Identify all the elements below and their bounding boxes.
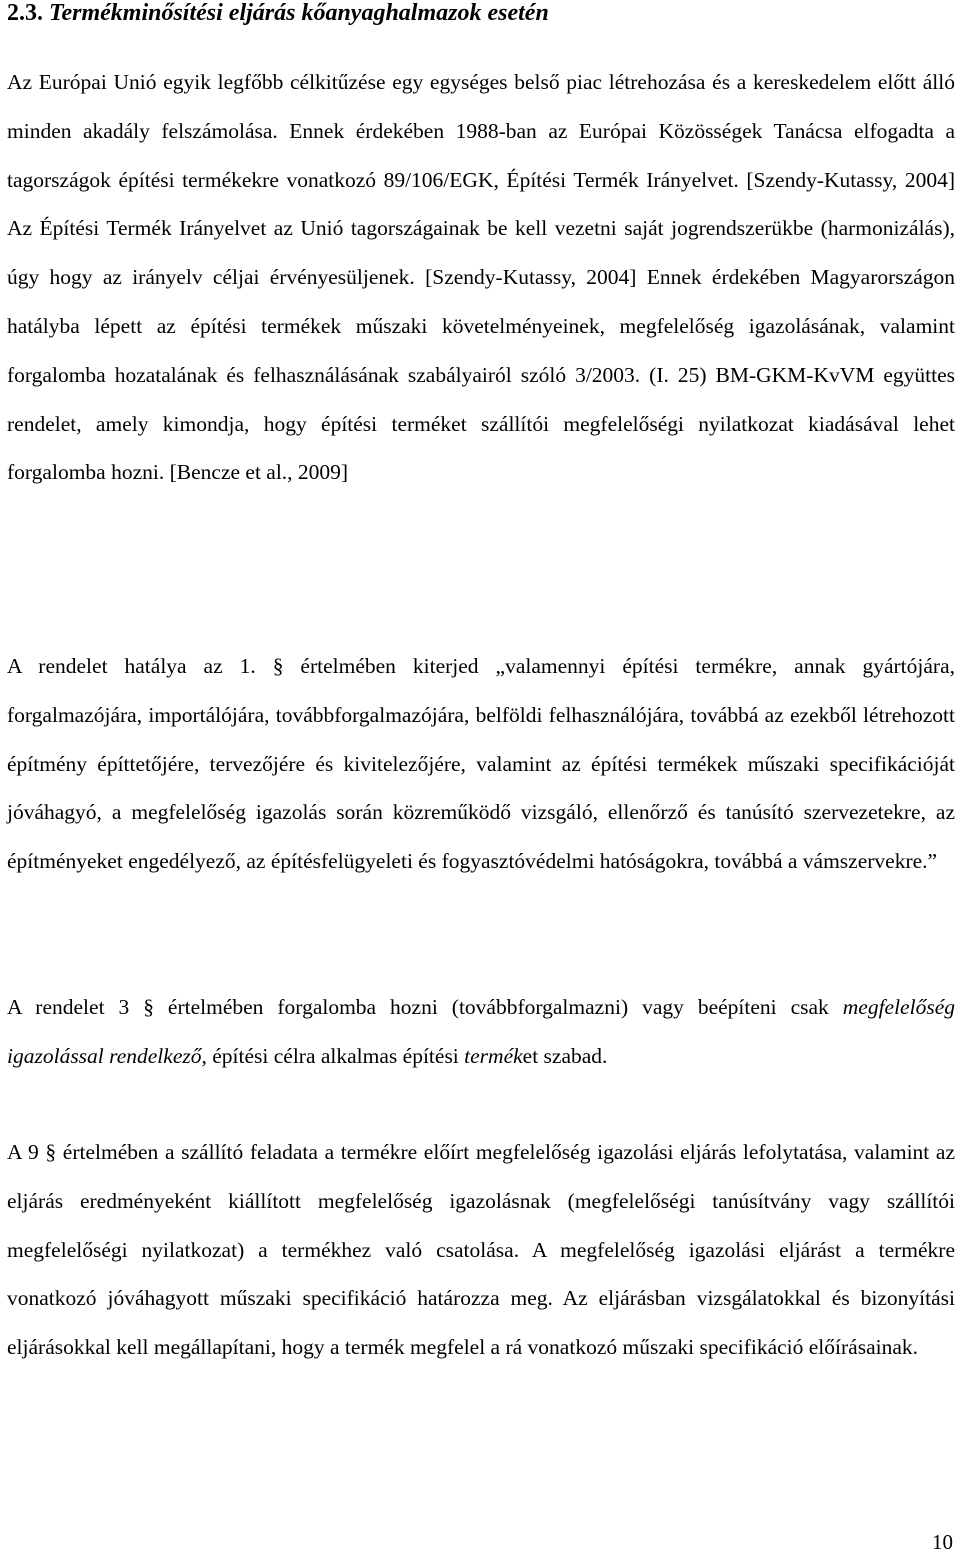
- section-number: 2.3.: [7, 0, 43, 26]
- paragraph-eu-directive: Az Európai Unió egyik legfőbb célkitűzése egy egységes belső piac létrehozása és a kereskedelem előtt álló minden akadály felszámolása. Ennek érdekében 1988-ban az Európai Közösségek Tanácsa elfogadta a tagországok építési termékekre vonatkozó 89/106/EGK, Építési Termék Irányelvet. [Szendy-Kutassy, 2004] Az Építési Termék Irányelvet az Unió tagországainak be kell vezetni saját jogrendszerükbe (harmonizálás), úgy hogy az irányelv céljai érvényesüljenek. [Szendy-Kutassy, 2004] Ennek érdekében Magyarországon hatályba lépett az építési termékek műszaki követelményeinek, megfelelőség igazolásának, valamint forgalomba hozatalának és felhasználásának szabályairól szóló 3/2003. (I. 25) BM-GKM-KvVM együttes rendelet, amely kimondja, hogy építési terméket szállítói megfelelőségi nyilatkozat kiadásával lehet forgalomba hozni. [Bencze et al., 2009]: [7, 70, 955, 485]
- section-title: Termékminősítési eljárás kőanyaghalmazok esetén: [49, 0, 549, 26]
- p3-italic-certified: megfelelőség igazolással rendelkező: [7, 995, 955, 1068]
- p3-italic-product: termék: [464, 1043, 523, 1068]
- page-number: 10: [932, 1530, 953, 1554]
- paragraph-section-9: A 9 § értelmében a szállító feladata a termékre előírt megfelelőség igazolási eljárás lefolytatása, valamint az eljárás eredményeként kiállított megfelelőség igazolásnak (megfelelőségi tanúsítvány vagy szállítói megfelelőségi nyilatkozat) a termékhez való csatolása. A megfelelőség igazolási eljárást a termékre vonatkozó jóváhagyott műszaki specifikáció határozza meg. Az eljárásban vizsgálatokkal és bizonyítási eljárásokkal kell megállapítani, hogy a termék megfelel a rá vonatkozó műszaki specifikáció előírásainak.: [7, 1140, 955, 1360]
- section-heading: [7, 0, 952, 28]
- paragraph-section-3: [7, 983, 955, 1081]
- paragraph-regulation-scope: A rendelet hatálya az 1. § értelmében kiterjed „valamennyi építési termékre, annak gyártójára, forgalmazójára, importálójára, továbbforgalmazójára, belföldi felhasználójára, továbbá az ezekből létrehozott építmény építtetőjére, tervezőjére és kivitelezőjére, valamint az építési termékek műszaki specifikációját jóváhagyó, a megfelelőség igazolás során közreműködő vizsgáló, ellenőrző és tanúsító szervezetekre, az építményeket engedélyező, az építésfelügyeleti és fogyasztóvédelmi hatóságokra, továbbá a vámszervekre.”: [7, 654, 955, 874]
- p3-text-after: et szabad.: [522, 1043, 608, 1068]
- p3-text-before: A rendelet 3 § értelmében forgalomba hozni (továbbforgalmazni) vagy beépíteni csak: [7, 995, 843, 1019]
- p3-text-middle: , építési célra alkalmas építési: [201, 1043, 465, 1068]
